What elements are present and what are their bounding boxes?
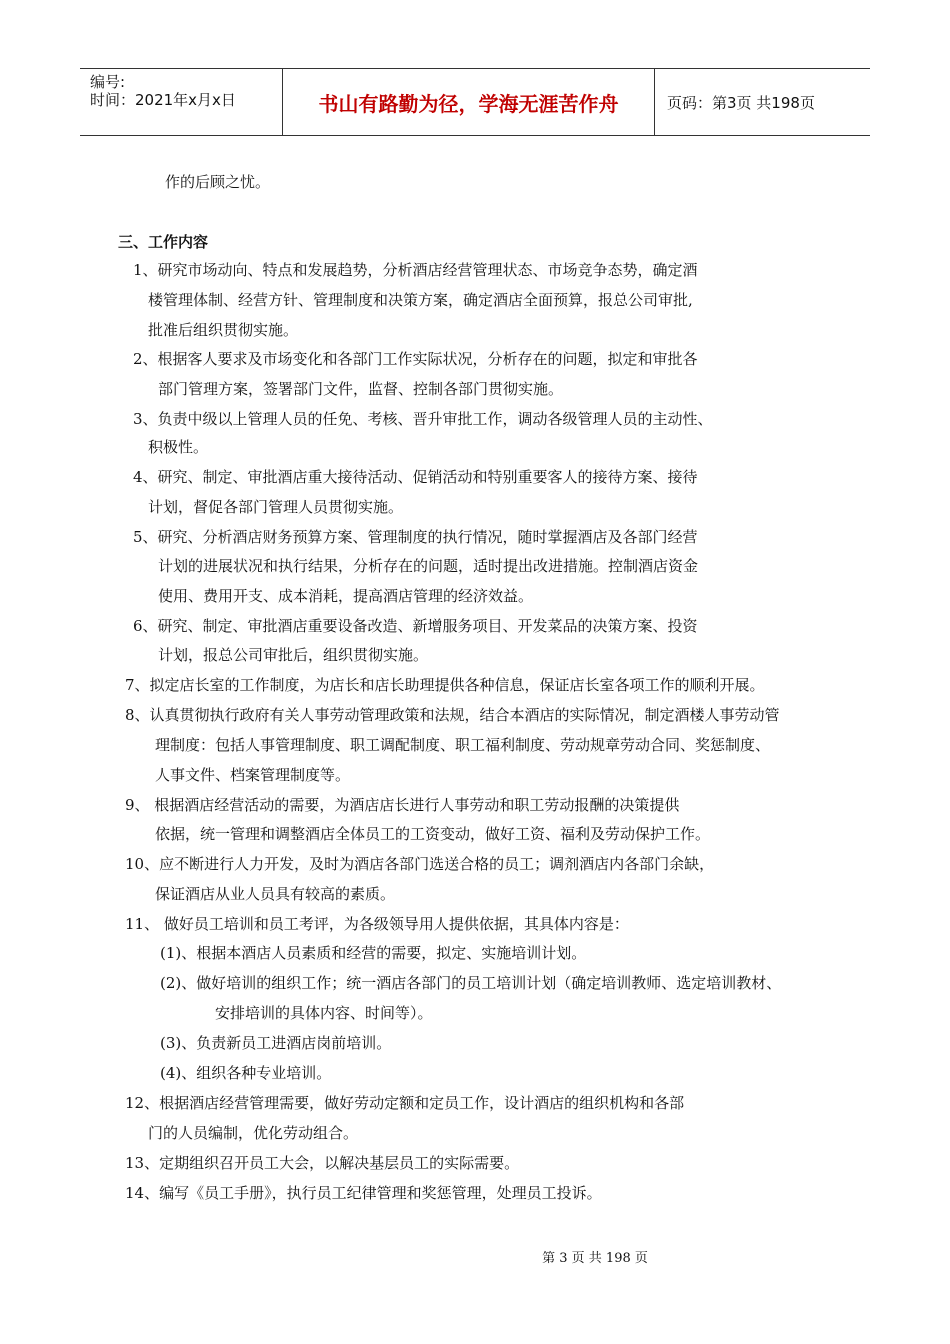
paragraph-line: 12、根据酒店经营管理需要，做好劳动定额和定员工作，设计酒店的组织机构和各部 [125, 1094, 685, 1112]
paragraph-line: 作的后顾之忧。 [165, 173, 271, 191]
paragraph-line: 5、研究、分析酒店财务预算方案、管理制度的执行情况，随时掌握酒店及各部门经营 [133, 528, 698, 546]
doc-number-label: 编号: [90, 73, 126, 91]
paragraph-line: (2)、做好培训的组织工作；统一酒店各部门的员工培训计划（确定培训教师、选定培训教材、 [160, 974, 782, 992]
paragraph-line: 积极性。 [148, 438, 209, 456]
paragraph-line: 楼管理体制、经营方针、管理制度和决策方案，确定酒店全面预算，报总公司审批, [148, 291, 693, 309]
paragraph-line: 14、编写《员工手册》，执行员工纪律管理和奖惩管理，处理员工投诉。 [125, 1184, 602, 1202]
paragraph-line: 计划，报总公司审批后，组织贯彻实施。 [158, 646, 429, 664]
page-header [80, 68, 870, 136]
paragraph-line: 门的人员编制，优化劳动组合。 [148, 1124, 359, 1142]
paragraph-line: 3、负责中级以上管理人员的任免、考核、晋升审批工作，调动各级管理人员的主动性、 [133, 410, 713, 428]
paragraph-line: 部门管理方案，签署部门文件，监督、控制各部门贯彻实施。 [158, 380, 564, 398]
paragraph-line: 1、研究市场动向、特点和发展趋势，分析酒店经营管理状态、市场竞争态势，确定酒 [133, 261, 698, 279]
header-info-cell [80, 69, 283, 135]
date-label: 时间：2021年x月x日 [90, 91, 236, 109]
paragraph-line: 8、认真贯彻执行政府有关人事劳动管理政策和法规，结合本酒店的实际情况，制定酒楼人事劳动管 [125, 706, 780, 724]
paragraph-line: 13、定期组织召开员工大会，以解决基层员工的实际需要。 [125, 1154, 520, 1172]
paragraph-line: 计划，督促各部门管理人员贯彻实施。 [148, 498, 404, 516]
paragraph-line: 理制度：包括人事管理制度、职工调配制度、职工福利制度、劳动规章劳动合同、奖惩制度、 [155, 736, 771, 754]
paragraph-line: 4、研究、制定、审批酒店重大接待活动、促销活动和特别重要客人的接待方案、接待 [133, 468, 698, 486]
page-footer: 第 3 页 共 198 页 [542, 1251, 648, 1266]
header-motto: 书山有路勤为径，学海无涯苦作舟 [283, 69, 655, 135]
paragraph-line: 计划的进展状况和执行结果，分析存在的问题，适时提出改进措施。控制酒店资金 [158, 557, 699, 575]
section-heading: 三、工作内容 [118, 233, 209, 251]
paragraph-line: 使用、费用开支、成本消耗，提高酒店管理的经济效益。 [158, 587, 534, 605]
paragraph-line: 11、 做好员工培训和员工考评，为各级领导用人提供依据，其具体内容是： [125, 915, 629, 933]
paragraph-line: 依据，统一管理和调整酒店全体员工的工资变动，做好工资、福利及劳动保护工作。 [155, 825, 711, 843]
paragraph-line: 2、根据客人要求及市场变化和各部门工作实际状况，分析存在的问题，拟定和审批各 [133, 350, 698, 368]
paragraph-line: 人事文件、档案管理制度等。 [155, 766, 351, 784]
paragraph-line: (4)、组织各种专业培训。 [160, 1064, 332, 1082]
paragraph-line: 7、拟定店长室的工作制度，为店长和店长助理提供各种信息，保证店长室各项工作的顺利开展。 [125, 676, 765, 694]
header-page-number: 页码：第3页 共198页 [667, 93, 815, 112]
paragraph-line: 10、应不断进行人力开发，及时为酒店各部门选送合格的员工；调剂酒店内各部门余缺， [125, 855, 715, 873]
paragraph-line: 安排培训的具体内容、时间等）。 [215, 1004, 433, 1022]
paragraph-line: 6、研究、制定、审批酒店重要设备改造、新增服务项目、开发菜品的决策方案、投资 [133, 617, 698, 635]
paragraph-line: (3)、负责新员工进酒店岗前培训。 [160, 1034, 392, 1052]
paragraph-line: (1)、根据本酒店人员素质和经营的需要，拟定、实施培训计划。 [160, 944, 587, 962]
paragraph-line: 保证酒店从业人员具有较高的素质。 [155, 885, 396, 903]
paragraph-line: 9、 根据酒店经营活动的需要，为酒店店长进行人事劳动和职工劳动报酬的决策提供 [125, 796, 680, 814]
paragraph-line: 批准后组织贯彻实施。 [148, 321, 299, 339]
